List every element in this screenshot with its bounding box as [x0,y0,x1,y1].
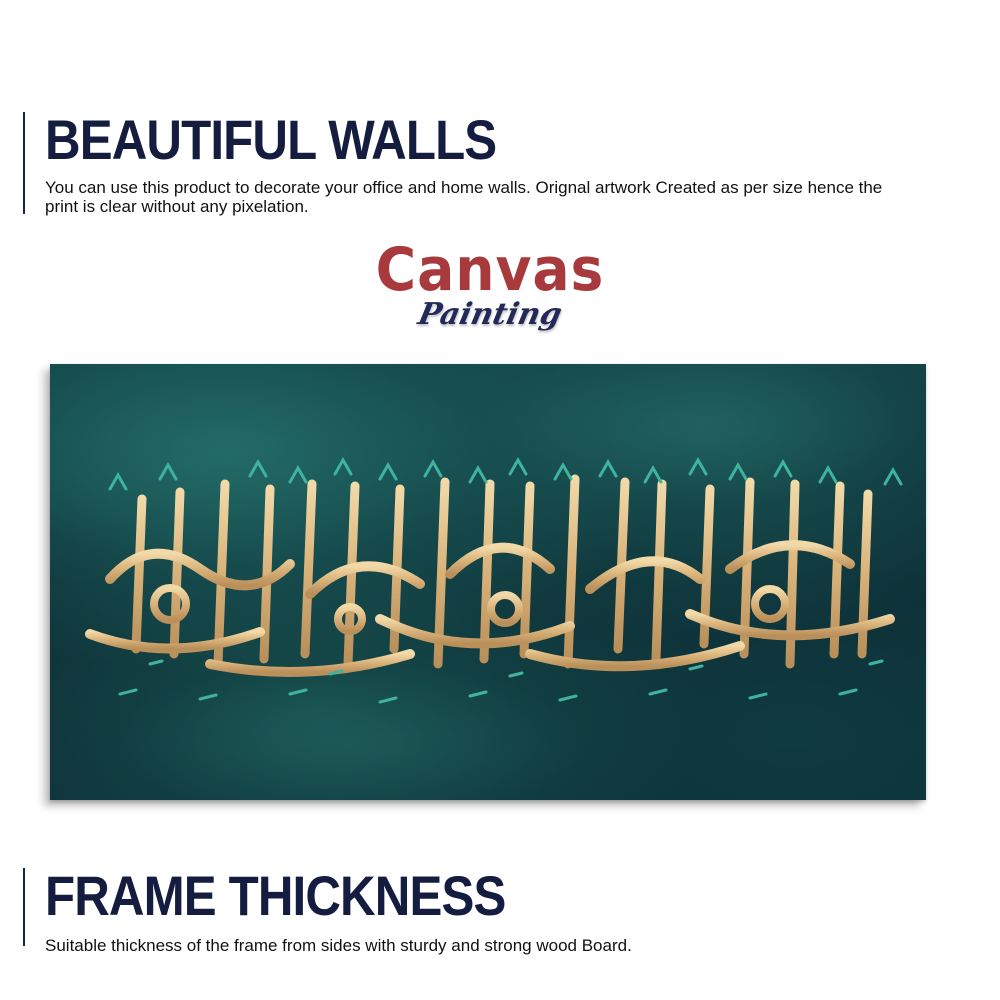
brand-canvas-text: Canvas [375,235,605,305]
calligraphy-artwork [50,364,926,800]
brand-logo [360,235,620,355]
frame-thickness-description: Suitable thickness of the frame from sides with sturdy and strong wood Board. [45,936,632,955]
mist-cloud [110,664,590,800]
beautiful-walls-section [23,108,895,216]
frame-thickness-section [23,864,895,955]
beautiful-walls-description: You can use this product to decorate your office and home walls. Orignal artwork Created as per size hence the print is clear without any pixelation. [45,178,883,216]
brand-painting-text: Painting [415,297,565,332]
beautiful-walls-heading: BEAUTIFUL WALLS [45,108,497,171]
frame-thickness-heading: FRAME THICKNESS [45,864,506,927]
mist-cloud [480,364,920,504]
calligraphy-canvas-image [50,364,926,800]
